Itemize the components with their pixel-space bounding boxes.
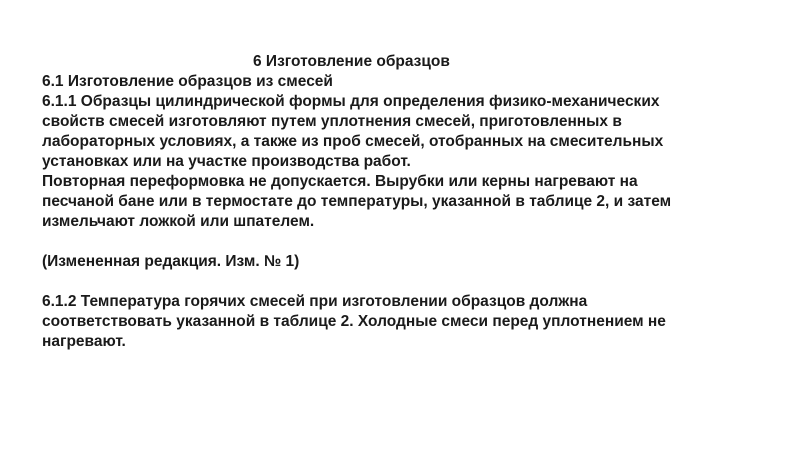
section-heading: 6 Изготовление образцов xyxy=(253,53,450,70)
paragraph-6-1-1 xyxy=(42,92,732,172)
paragraph-6-1-2 xyxy=(42,292,732,352)
document-body xyxy=(42,52,732,352)
subsection-heading: 6.1 Изготовление образцов из смесей xyxy=(42,73,333,90)
text-line: 6.1.1 Образцы цилиндрической формы для определения физико-механических xyxy=(42,93,660,110)
text-line: Повторная переформовка не допускается. Вырубки или керны нагревают на xyxy=(42,173,638,190)
spacer xyxy=(42,232,732,252)
text-line: нагревают. xyxy=(42,333,126,350)
text-line: установках или на участке производства работ. xyxy=(42,153,411,170)
text-line: соответствовать указанной в таблице 2. Холодные смеси перед уплотнением не xyxy=(42,313,666,330)
spacer xyxy=(42,272,732,292)
text-line: лабораторных условиях, а также из проб смесей, отобранных на смесительных xyxy=(42,133,664,150)
revision-note: (Измененная редакция. Изм. № 1) xyxy=(42,253,300,270)
paragraph-reformation xyxy=(42,172,732,232)
text-line: измельчают ложкой или шпателем. xyxy=(42,213,315,230)
text-line: 6.1.2 Температура горячих смесей при изготовлении образцов должна xyxy=(42,293,588,310)
text-line: песчаной бане или в термостате до температуры, указанной в таблице 2, и затем xyxy=(42,193,672,210)
text-line: свойств смесей изготовляют путем уплотнения смесей, приготовленных в xyxy=(42,113,622,130)
